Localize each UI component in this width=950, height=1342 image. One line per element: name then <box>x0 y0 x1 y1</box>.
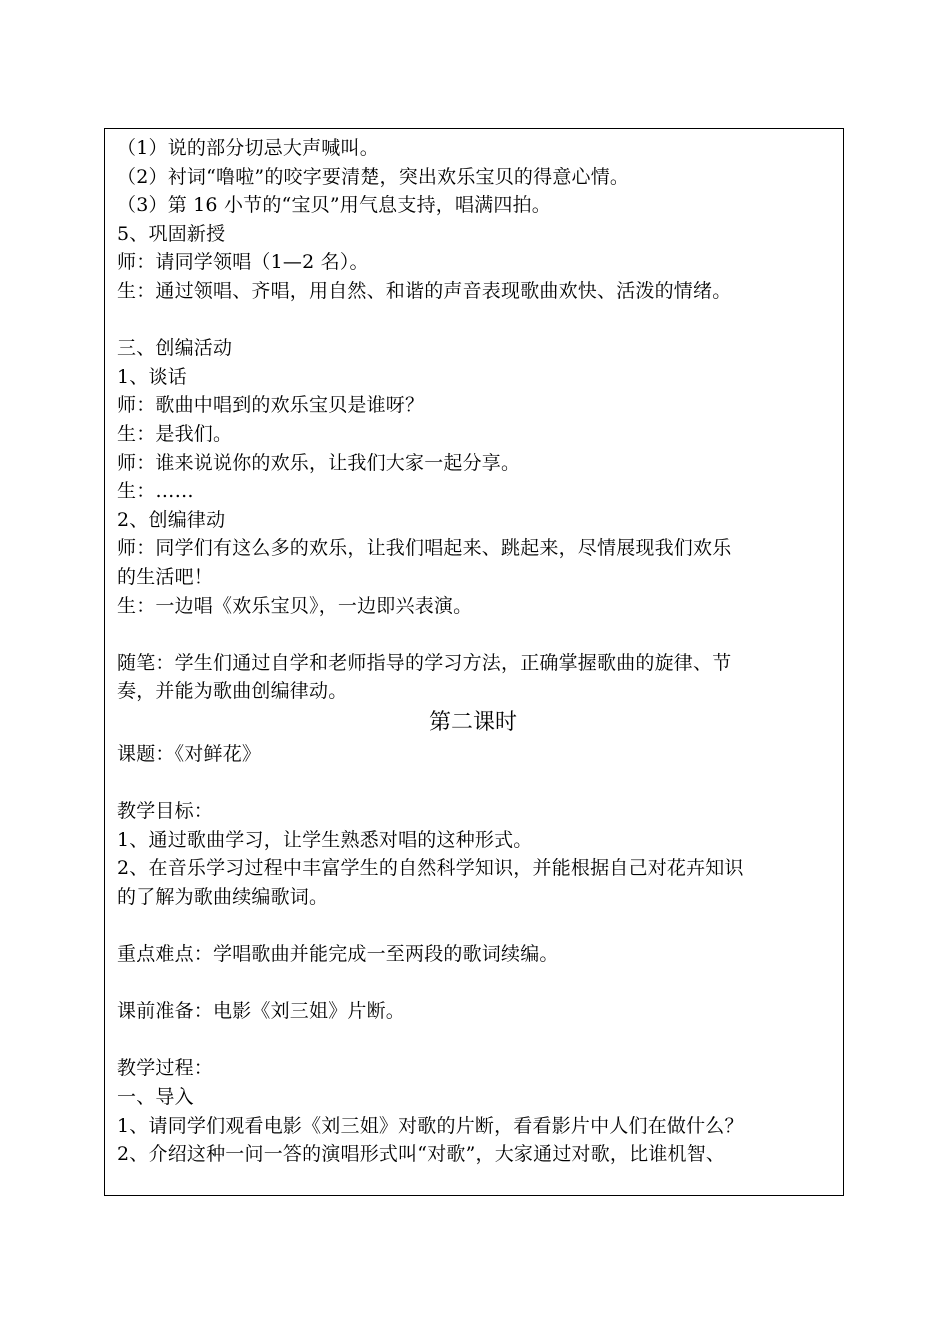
text-line: 5、巩固新授 <box>117 222 226 245</box>
blank-line <box>117 1026 829 1055</box>
text-line: 重点难点：学唱歌曲并能完成一至两段的歌词续编。 <box>117 943 559 966</box>
text-line: 的生活吧！ <box>117 565 214 588</box>
text-line: 三、创编活动 <box>117 337 233 360</box>
text-line: 一、导入 <box>117 1086 194 1108</box>
text-line: 教学目标： <box>117 800 214 823</box>
text-line: 1、谈话 <box>117 365 187 388</box>
text-line: 2、介绍这种一问一答的演唱形式叫“对歌”，大家通过对歌，比谁机智、 <box>117 1143 726 1166</box>
text-line: 随笔：学生们通过自学和老师指导的学习方法，正确掌握歌曲的旋律、节 <box>117 651 732 674</box>
text-line: 师：谁来说说你的欢乐，让我们大家一起分享。 <box>117 451 521 474</box>
text-line: 生：是我们。 <box>117 422 233 445</box>
text-line: 1、请同学们观看电影《刘三姐》对歌的片断，看看影片中人们在做什么？ <box>117 1114 744 1137</box>
text-line: 生：一边唱《欢乐宝贝》，一边即兴表演。 <box>117 594 473 617</box>
text-line: 教学过程： <box>117 1057 214 1080</box>
text-line: （3）第 16 小节的“宝贝”用气息支持，唱满四拍。 <box>117 194 551 217</box>
text-line: 生：…… <box>117 480 194 503</box>
blank-line <box>117 768 829 797</box>
blank-line <box>117 306 829 335</box>
lesson-part-1 <box>117 134 829 706</box>
text-line: 课前准备：电影《刘三姐》片断。 <box>117 1000 406 1023</box>
text-line: 师：同学们有这么多的欢乐，让我们唱起来、跳起来，尽情展现我们欢乐 <box>117 537 732 560</box>
text-line: 生：通过领唱、齐唱，用自然、和谐的声音表现歌曲欢快、活泼的情绪。 <box>117 279 732 302</box>
text-line: 2、创编律动 <box>117 508 226 531</box>
text-line: 师：请同学领唱（1—2 名）。 <box>117 251 369 274</box>
text-line: 的了解为歌曲续编歌词。 <box>117 885 329 908</box>
blank-line <box>117 911 829 940</box>
text-line: （2）衬词“噜啦”的咬字要清楚，突出欢乐宝贝的得意心情。 <box>117 165 630 188</box>
blank-line <box>117 620 829 649</box>
text-line: （1）说的部分切忌大声喊叫。 <box>117 137 379 159</box>
text-line: 师：歌曲中唱到的欢乐宝贝是谁呀？ <box>117 394 425 417</box>
lesson-plan-frame <box>104 128 844 1196</box>
text-line: 奏，并能为歌曲创编律动。 <box>117 680 348 703</box>
text-line: 2、在音乐学习过程中丰富学生的自然科学知识，并能根据自己对花卉知识 <box>117 857 744 880</box>
blank-line <box>117 969 829 998</box>
lesson-part-2 <box>117 740 829 1169</box>
section-heading: 第二课时 <box>428 709 517 735</box>
text-line: 课题：《对鲜花》 <box>117 742 262 765</box>
text-line: 1、通过歌曲学习，让学生熟悉对唱的这种形式。 <box>117 828 533 851</box>
lesson-plan-content <box>117 134 829 1169</box>
